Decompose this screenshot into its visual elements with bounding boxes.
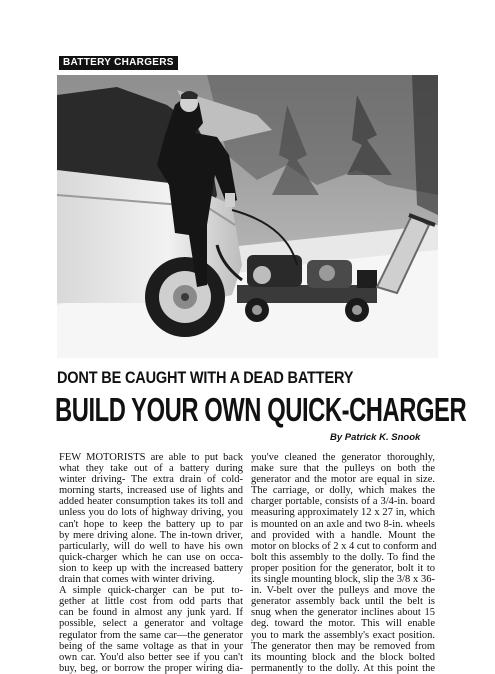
body-line: permanently to the dolly. At this point the xyxy=(251,662,435,674)
body-line: own car. You'd also better see if you can't xyxy=(59,651,243,663)
body-line: can be found in almost any junk yard. If xyxy=(59,607,243,619)
body-line: unless you do lots of highway driving, you xyxy=(59,507,243,519)
body-line: A simple quick-charger can be put to- xyxy=(59,585,243,597)
article-photo xyxy=(57,75,438,358)
body-line: particularly, will do well to have his own xyxy=(59,540,243,552)
body-line: you to mark the assembly's exact position. xyxy=(251,629,435,641)
body-line: what they take out of a battery during xyxy=(59,463,243,475)
body-line: generator assembly back until the belt is xyxy=(251,596,435,608)
body-line: The carriage, or dolly, which makes the xyxy=(251,485,435,497)
body-line: gether at little cost from odd parts that xyxy=(59,596,243,608)
body-line: bolt this assembly to the dolly. To find the xyxy=(251,551,435,563)
body-line: its mounting block and the block bolted xyxy=(251,651,435,663)
body-line: proper position for the generator, bolt it to xyxy=(251,562,435,574)
body-line: possible, select a generator and voltage xyxy=(59,618,243,630)
body-line: make sure that the pulleys on both the xyxy=(251,463,435,475)
body-line: drain that comes with winter driving. xyxy=(59,574,215,586)
body-line: added heater consumption takes its toll and xyxy=(59,496,243,508)
section-tag: BATTERY CHARGERS xyxy=(59,56,178,70)
body-line: sion to keep up with the increased battery xyxy=(59,562,243,574)
body-line: The generator then may be removed from xyxy=(251,640,435,652)
body-line: motor on blocks of 2 x 4 cut to conform and xyxy=(251,540,437,552)
body-line: FEW MOTORISTS are able to put back xyxy=(59,452,243,463)
article-headline: BUILD YOUR OWN QUICK-CHARGER xyxy=(55,391,467,428)
body-line: winter driving- The extra drain of cold- xyxy=(59,474,243,486)
article-kicker: DONT BE CAUGHT WITH A DEAD BATTERY xyxy=(57,369,354,387)
body-line: charger portable, consists of a 3/4-in. board xyxy=(251,496,435,508)
body-line: and provided with a handle. Mount the xyxy=(251,529,435,541)
body-line: measuring approximately 12 x 27 in, which xyxy=(251,507,435,519)
body-line: is mounted on an axle and two 8-in. wheels xyxy=(251,518,435,530)
body-line: morning starts, increased use of lights and xyxy=(59,485,243,497)
body-line: can't hope to keep the battery up to par xyxy=(59,518,243,530)
body-line: by mere driving alone. The in-town driver, xyxy=(59,529,243,541)
body-line: quick-charger which he can use on occa- xyxy=(59,551,243,563)
body-line: in. V-belt over the pulleys and move the xyxy=(251,585,435,597)
body-column-left xyxy=(59,452,243,674)
body-line: being of the same voltage as that in your xyxy=(59,640,243,652)
body-line: buy, beg, or borrow the proper wiring dia- xyxy=(59,662,243,674)
body-line: regulator from the same car—the generator xyxy=(59,629,243,641)
body-line: you've cleaned the generator thoroughly, xyxy=(251,452,435,463)
body-line: generator and the motor are equal in size. xyxy=(251,474,435,486)
body-line: deg. toward the motor. This will enable xyxy=(251,618,435,630)
article-byline: By Patrick K. Snook xyxy=(330,432,421,443)
body-line: snug when the generator inclines about 15 xyxy=(251,607,435,619)
body-column-right xyxy=(251,452,437,674)
body-line: its single mounting block, slip the 3/8 x 36- xyxy=(251,574,435,586)
